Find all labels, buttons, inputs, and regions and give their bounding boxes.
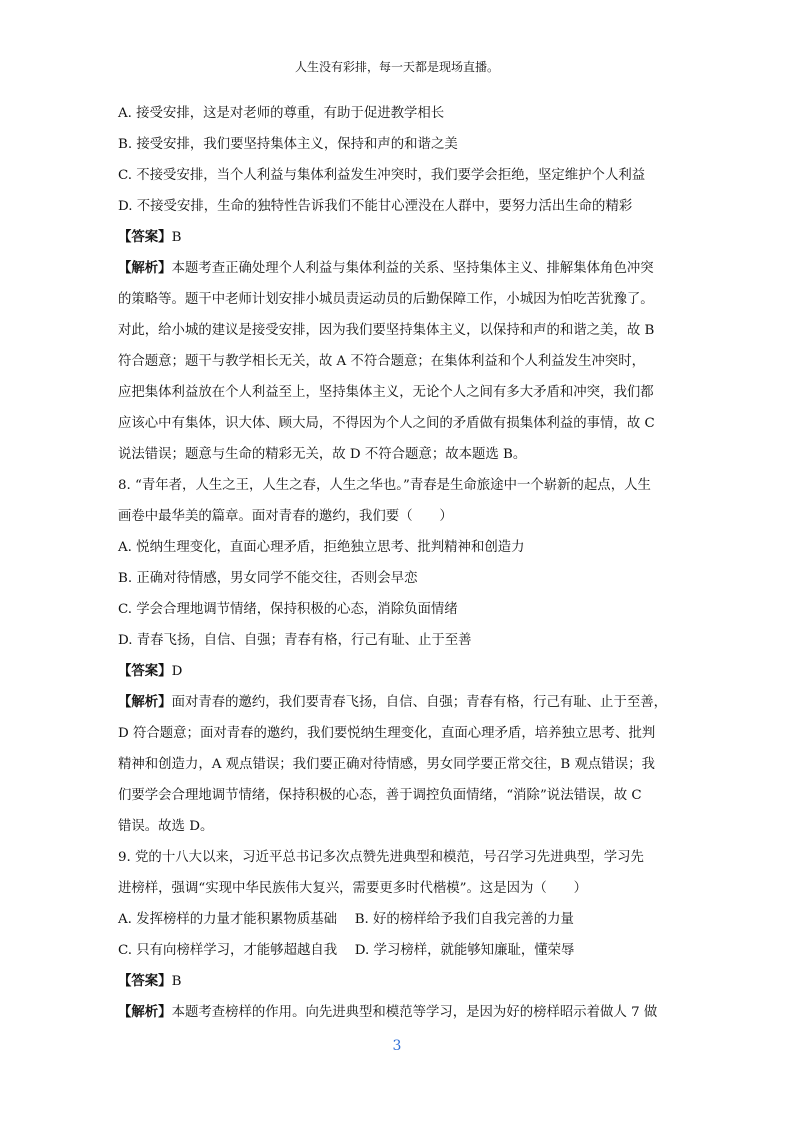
q7-analysis-line: 对此，给小城的建议是接受安排，因为我们要坚持集体主义，以保持和声的和谐之美，故 B	[118, 323, 655, 338]
q8-analysis-line: 精神和创造力，A 观点错误；我们要正确对待情感，男女同学要正常交往，B 观点错误；我	[118, 757, 655, 772]
analysis-tag: 【解析】	[118, 260, 172, 276]
q7-option-a: A. 接受安排，这是对老师的尊重，有助于促进教学相长	[118, 106, 445, 121]
q8-option-b: B. 正确对待情感，男女同学不能交往，否则会早恋	[118, 571, 418, 586]
q8-stem-line: 8. “青年者，人生之王，人生之春，人生之华也。”青春是生命旅途中一个崭新的起点，人生	[118, 478, 651, 493]
q7-option-b: B. 接受安排，我们要坚持集体主义，保持和声的和谐之美	[118, 137, 458, 152]
q9-analysis-line: 【解析】本题考查榜样的作用。向先进典型和模范等学习，是因为好的榜样昭示着做人 7 做	[118, 1004, 658, 1020]
q8-option-c: C. 学会合理地调节情绪，保持积极的心态，消除负面情绪	[118, 602, 458, 617]
q8-option-a: A. 悦纳生理变化，直面心理矛盾，拒绝独立思考、批判精神和创造力	[118, 540, 525, 555]
q7-analysis-line: 符合题意；题干与教学相长无关，故 A 不符合题意；在集体利益和个人利益发生冲突时，	[118, 354, 646, 369]
q9-options-row-1: A. 发挥榜样的力量才能积累物质基础 B. 好的榜样给予我们自我完善的力量	[118, 912, 574, 927]
q7-option-d: D. 不接受安排，生命的独特性告诉我们不能甘心湮没在人群中，要努力活出生命的精彩	[118, 199, 633, 214]
q8-answer	[118, 656, 678, 687]
q8-analysis-line: 们要学会合理地调节情绪，保持积极的心态，善于调控负面情绪，“消除”说法错误，故 C	[118, 788, 642, 803]
page-number: 3	[392, 1038, 402, 1054]
answer-tag: 【答案】	[118, 229, 172, 245]
page-content	[118, 98, 678, 1028]
q9-stem-line: 9. 党的十八大以来，习近平总书记多次点赞先进典型和模范，号召学习先进典型，学习先	[118, 850, 644, 865]
q7-analysis-line: 【解析】本题考查正确处理个人利益与集体利益的关系、坚持集体主义、排解集体角色冲突	[118, 260, 654, 276]
q8-analysis-line: D 符合题意；面对青春的邀约，我们要悦纳生理变化，直面心理矛盾，培养独立思考、批判	[118, 726, 656, 741]
answer-tag: 【答案】	[118, 663, 172, 679]
answer-value: B	[171, 230, 182, 245]
q8-stem-line: 画卷中最华美的篇章。面对青春的邀约，我们要（ ）	[118, 509, 453, 524]
answer-value: B	[171, 974, 182, 989]
page-header: 人生没有彩排，每一天都是现场直播。	[294, 60, 499, 74]
q8-analysis-line: 错误。故选 D。	[118, 819, 214, 834]
q9-stem-line: 进榜样，强调“实现中华民族伟大复兴，需要更多时代楷模”。这是因为（ ）	[118, 881, 587, 896]
q9-answer	[118, 966, 678, 997]
q7-answer	[118, 222, 678, 253]
answer-tag: 【答案】	[118, 973, 172, 989]
answer-value: D	[171, 664, 183, 679]
q7-analysis-line: 的策略等。题干中老师计划安排小城员责运动员的后勤保障工作，小城因为怕吃苦犹豫了。	[118, 292, 654, 307]
q8-option-d: D. 青春飞扬，自信、自强；青春有格，行己有耻、止于至善	[118, 633, 472, 648]
q7-analysis-line: 应该心中有集体，识大体、顾大局，不得因为个人之间的矛盾做有损集体利益的事情，故 C	[118, 416, 655, 431]
q7-analysis-line: 说法错误；题意与生命的精彩无关，故 D 不符合题意；故本题选 B。	[118, 447, 527, 462]
analysis-tag: 【解析】	[118, 694, 172, 710]
q8-analysis-line: 【解析】面对青春的邀约，我们要青春飞扬，自信、自强；青春有格，行己有耻、止于至善，	[118, 694, 668, 710]
analysis-tag: 【解析】	[118, 1004, 172, 1020]
q9-options-row-2: C. 只有向榜样学习，才能够超越自我 D. 学习榜样，就能够知廉耻，懂荣辱	[118, 943, 575, 958]
q7-option-c: C. 不接受安排，当个人利益与集体利益发生冲突时，我们要学会拒绝，坚定维护个人利益	[118, 168, 646, 183]
q7-analysis-line: 应把集体利益放在个人利益至上，坚持集体主义，无论个人之间有多大矛盾和冲突，我们都	[118, 385, 654, 400]
